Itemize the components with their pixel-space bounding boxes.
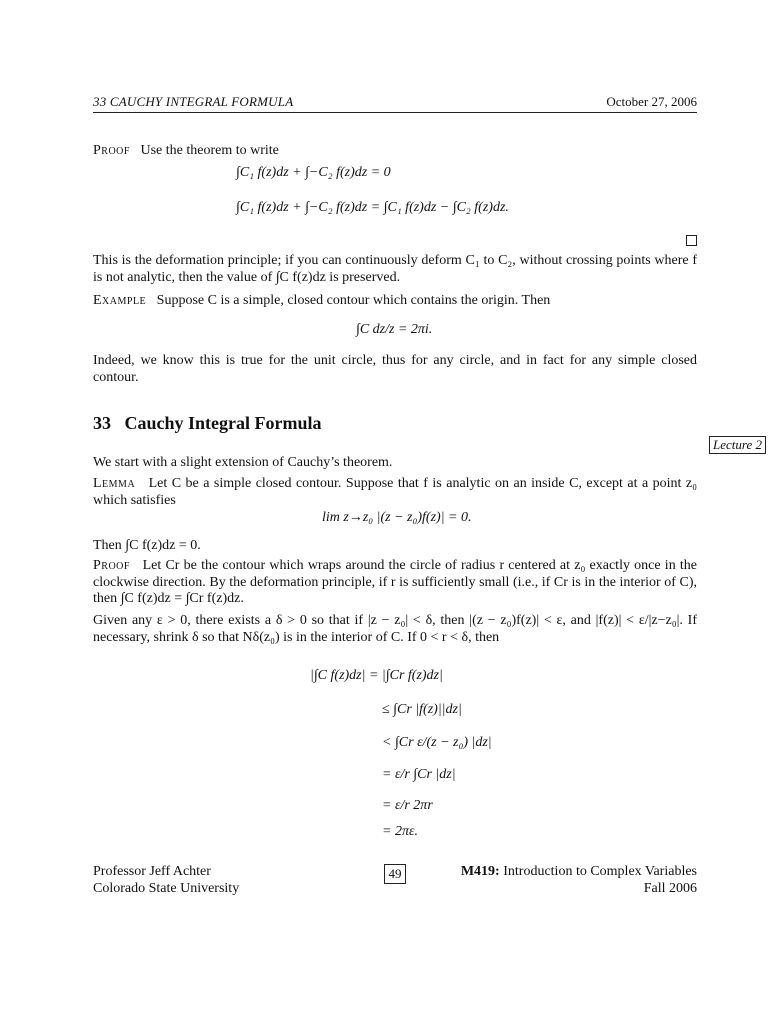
lemma-label: Lemma — [93, 476, 136, 491]
page-number: 49 — [384, 864, 406, 884]
example-line — [93, 292, 550, 309]
example-followup: Indeed, we know this is true for the unit circle, thus for any circle, and in fact for any simple closed contour. — [93, 353, 697, 385]
intro-text: We start with a slight extension of Cauchy’s theorem. — [93, 455, 393, 470]
proof-label: Proof — [93, 143, 130, 158]
proof1-line — [93, 142, 279, 159]
running-header-date: October 27, 2006 — [606, 94, 697, 109]
footer-term: Fall 2006 — [643, 881, 697, 896]
qed-box — [686, 235, 697, 246]
running-header-section: 33 CAUCHY INTEGRAL FORMULA — [93, 94, 294, 109]
lemma-paragraph — [93, 476, 697, 509]
example-equation: ∫C dz/z = 2πi. — [356, 322, 433, 337]
chain-line-1: |∫C f(z)dz| = |∫Cr f(z)dz| — [310, 668, 443, 683]
section-title: Cauchy Integral Formula — [124, 413, 322, 433]
header-rule — [93, 112, 697, 113]
chain-line-2: ≤ ∫Cr |f(z)||dz| — [382, 702, 462, 717]
section-number: 33 — [93, 413, 111, 433]
chain-line-4: = ε/r ∫Cr |dz| — [382, 767, 456, 782]
proof2-text: Let Cr be the contour which wraps around the circle of radius r centered at z₀ exactly once in the clockwise direction. By the deformation principle, if r is sufficiently small (i.e., if Cr is in the interior of C), then ∫C f(z)dz = ∫Cr f(z)dz. — [93, 558, 698, 606]
footer-course-code: M419: — [460, 864, 500, 879]
proof1-equation-2: ∫C₁ f(z)dz + ∫−C₂ f(z)dz = ∫C₁ f(z)dz − ∫C₂ f(z)dz. — [236, 200, 509, 215]
deformation-principle-paragraph: This is the deformation principle; if you can continuously deform C₁ to C₂, without crossing points where f is not analytic, then the value of ∫C f(z)dz is preserved. — [93, 253, 697, 285]
footer-university: Colorado State University — [93, 881, 240, 896]
lemma-equation: lim z→z₀ |(z − z₀)f(z)| = 0. — [322, 510, 472, 525]
chain-line-5: = ε/r 2πr — [382, 798, 433, 813]
footer-author: Professor Jeff Achter — [93, 864, 211, 879]
proof2-given-paragraph: Given any ε > 0, there exists a δ > 0 so that if |z − z₀| < δ, then |(z − z₀)f(z)| < ε, and |f(z)| < ε/|z−z₀|. If necessary, shrink δ so that Nδ(z₀) is in the interior of C. If 0 < r < δ, then — [93, 613, 697, 645]
proof1-text: Use the theorem to write — [140, 143, 279, 158]
lemma-text: Let C be a simple closed contour. Suppose that f is analytic on an inside C, except at a point z₀ which satisfies — [93, 476, 698, 508]
chain-line-6: = 2πε. — [382, 824, 418, 839]
chain-line-3: < ∫Cr ε/(z − z₀) |dz| — [382, 735, 492, 750]
example-text: Suppose C is a simple, closed contour which contains the origin. Then — [156, 293, 551, 308]
lecture-margin-tag: Lecture 2 — [709, 436, 766, 454]
footer-course — [461, 864, 697, 881]
proof-label: Proof — [93, 558, 130, 573]
footer-course-name: Introduction to Complex Variables — [503, 864, 697, 879]
proof1-equation-1: ∫C₁ f(z)dz + ∫−C₂ f(z)dz = 0 — [236, 165, 391, 180]
section-heading — [93, 413, 322, 434]
proof2-paragraph — [93, 558, 697, 608]
example-label: Example — [93, 293, 147, 308]
lemma-conclusion: Then ∫C f(z)dz = 0. — [93, 538, 201, 553]
